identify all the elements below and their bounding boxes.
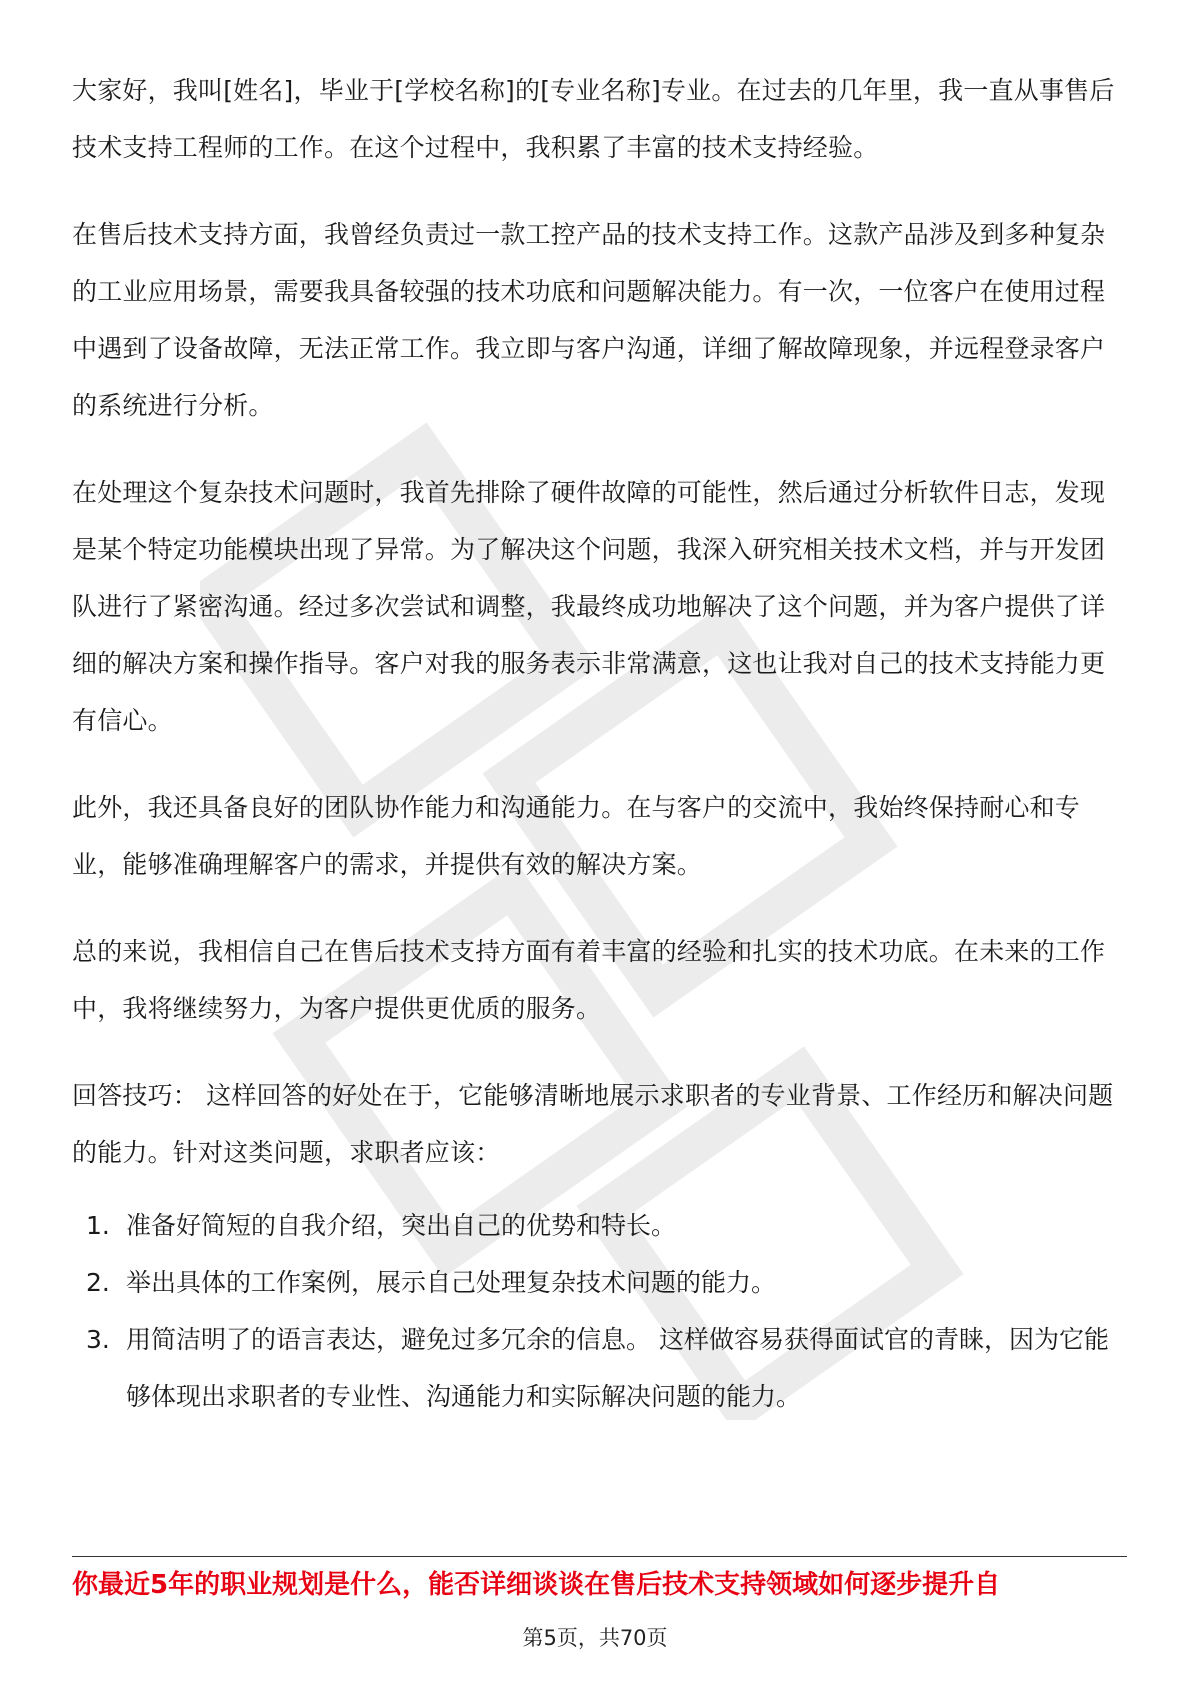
list-item: [72, 1254, 1127, 1311]
tips-list: [72, 1197, 1127, 1425]
list-item-text: 准备好简短的自我介绍，突出自己的优势和特长。: [126, 1211, 677, 1240]
list-item: [72, 1311, 1127, 1425]
paragraph-answer-tips: 回答技巧： 这样回答的好处在于，它能够清晰地展示求职者的专业背景、工作经历和解决问题的能力。针对这类问题，求职者应该：: [72, 1081, 1114, 1167]
paragraph-experience: 在售后技术支持方面，我曾经负责过一款工控产品的技术支持工作。这款产品涉及到多种复杂的工业应用场景，需要我具备较强的技术功底和问题解决能力。有一次，一位客户在使用过程中遇到了设备故障，无法正常工作。我立即与客户沟通，详细了解故障现象，并远程登录客户的系统进行分析。: [72, 220, 1106, 420]
list-item-number: 1.: [86, 1211, 110, 1240]
list-item-number: 3.: [86, 1325, 110, 1354]
answer-body: [72, 62, 1127, 1425]
paragraph-teamwork: 此外，我还具备良好的团队协作能力和沟通能力。在与客户的交流中，我始终保持耐心和专业，能够准确理解客户的需求，并提供有效的解决方案。: [72, 793, 1081, 879]
next-question-heading: 你最近5年的职业规划是什么，能否详细谈谈在售后技术支持领域如何逐步提升自: [72, 1570, 1001, 1600]
list-item-text: 举出具体的工作案例，展示自己处理复杂技术问题的能力。: [126, 1268, 777, 1297]
paragraph-summary: 总的来说，我相信自己在售后技术支持方面有着丰富的经验和扎实的技术功底。在未来的工作中，我将继续努力，为客户提供更优质的服务。: [72, 937, 1106, 1023]
page-number: 第5页，共70页: [522, 1626, 668, 1650]
paragraph-intro: 大家好，我叫[姓名]，毕业于[学校名称]的[专业名称]专业。在过去的几年里，我一直从事售后技术支持工程师的工作。在这个过程中，我积累了丰富的技术支持经验。: [72, 76, 1115, 162]
paragraph-problem-solving: 在处理这个复杂技术问题时，我首先排除了硬件故障的可能性，然后通过分析软件日志，发现是某个特定功能模块出现了异常。为了解决这个问题，我深入研究相关技术文档，并与开发团队进行了紧密沟通。经过多次尝试和调整，我最终成功地解决了这个问题，并为客户提供了详细的解决方案和操作指导。客户对我的服务表示非常满意，这也让我对自己的技术支持能力更有信心。: [72, 478, 1106, 735]
list-item-number: 2.: [86, 1268, 110, 1297]
section-divider: [72, 1556, 1127, 1557]
list-item: [72, 1197, 1127, 1254]
list-item-text: 用简洁明了的语言表达，避免过多冗余的信息。 这样做容易获得面试官的青睐，因为它能够体现出求职者的专业性、沟通能力和实际解决问题的能力。: [126, 1325, 1109, 1411]
